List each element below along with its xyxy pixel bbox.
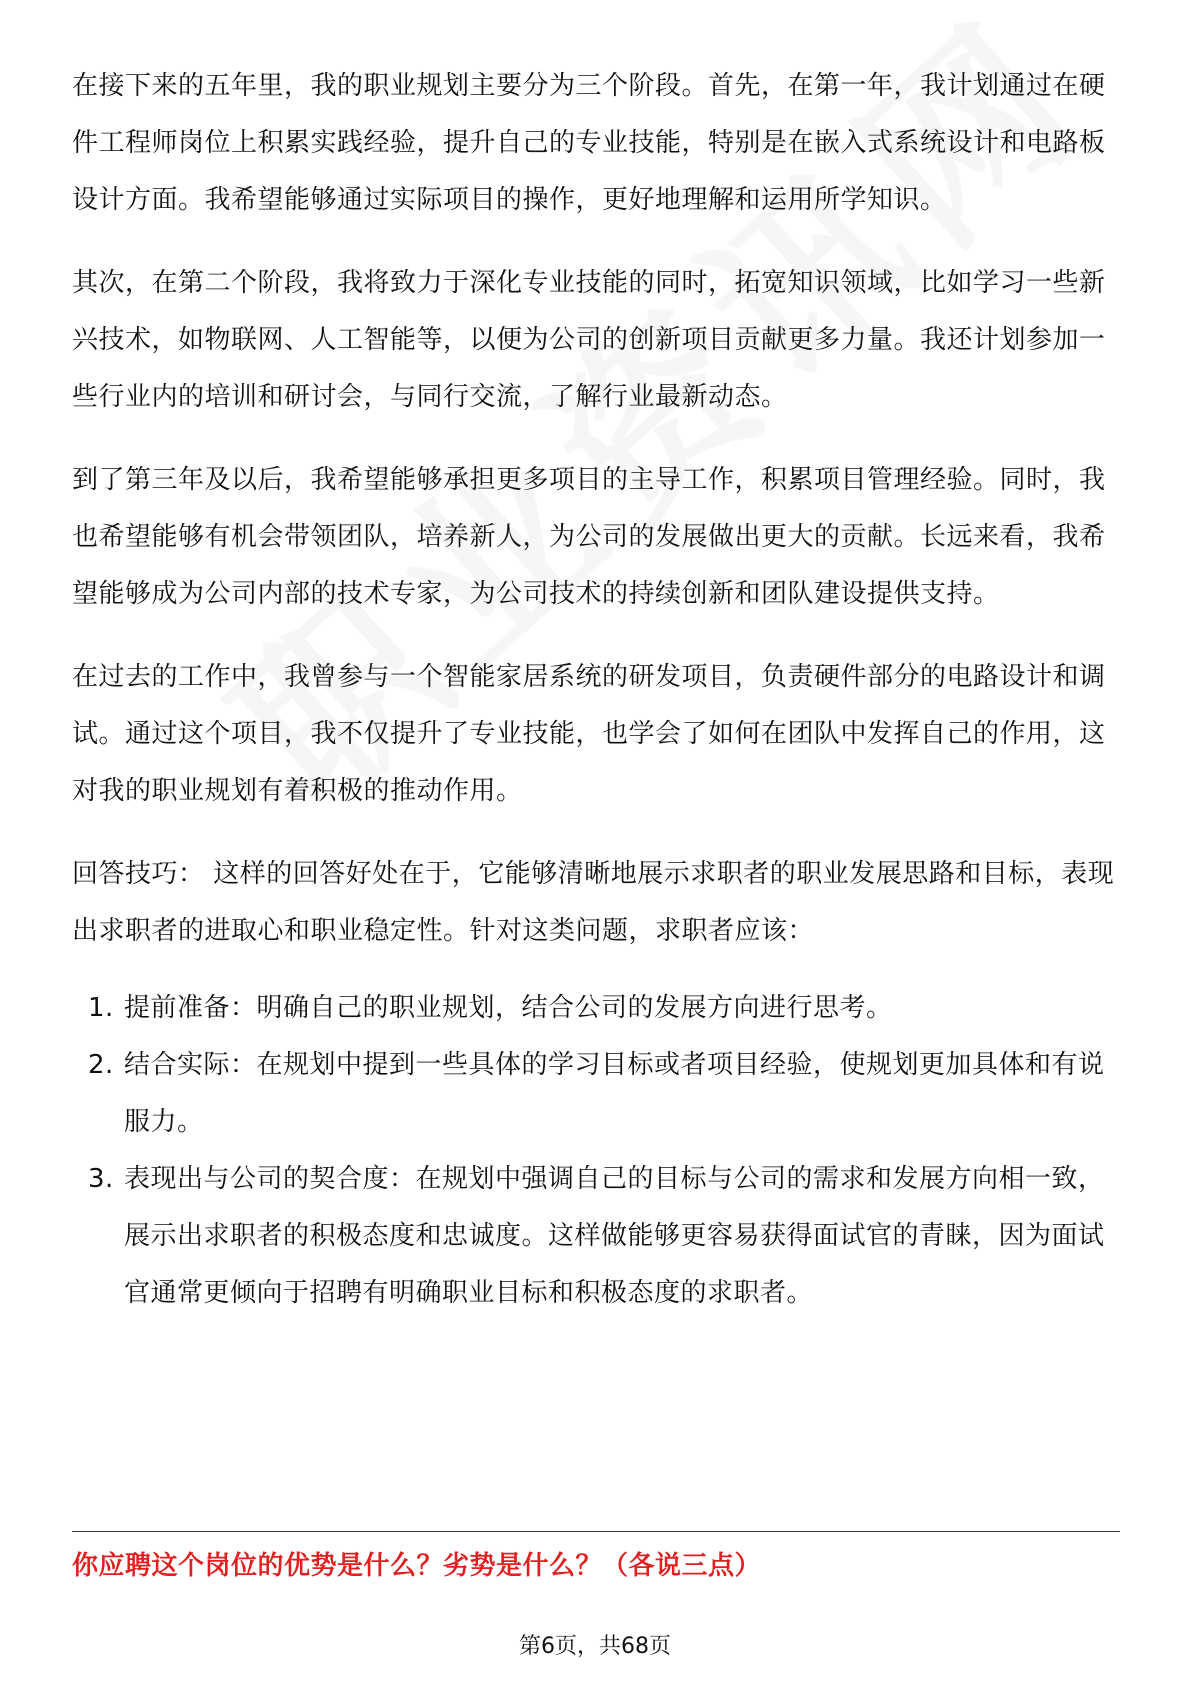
section-divider <box>72 1531 1120 1532</box>
answer-paragraph-4: 在过去的工作中，我曾参与一个智能家居系统的研发项目，负责硬件部分的电路设计和调试。通过这个项目，我不仅提升了专业技能，也学会了如何在团队中发挥自己的作用，这对我的职业规划有着积极的推动作用。 <box>72 662 1106 806</box>
tips-item-number: 3. <box>88 1164 114 1194</box>
answer-paragraph-2: 其次，在第二个阶段，我将致力于深化专业技能的同时，拓宽知识领域，比如学习一些新兴技术，如物联网、人工智能等，以便为公司的创新项目贡献更多力量。我还计划参加一些行业内的培训和研讨会，与同行交流，了解行业最新动态。 <box>72 268 1106 412</box>
tips-item-text: 提前准备：明确自己的职业规划，结合公司的发展方向进行思考。 <box>124 993 893 1023</box>
next-question-heading: 你应聘这个岗位的优势是什么？劣势是什么？（各说三点） <box>72 1551 762 1581</box>
tips-list <box>72 980 1120 1322</box>
tips-list-item <box>72 980 1120 1037</box>
tips-list-item <box>72 1151 1120 1322</box>
answer-body <box>72 58 1120 1322</box>
tips-item-number: 1. <box>88 993 114 1023</box>
tips-list-item <box>72 1037 1120 1151</box>
answer-paragraph-1: 在接下来的五年里，我的职业规划主要分为三个阶段。首先，在第一年，我计划通过在硬件工程师岗位上积累实践经验，提升自己的专业技能，特别是在嵌入式系统设计和电路板设计方面。我希望能够通过实际项目的操作，更好地理解和运用所学知识。 <box>72 71 1106 215</box>
tips-intro: 回答技巧： 这样的回答好处在于，它能够清晰地展示求职者的职业发展思路和目标，表现出求职者的进取心和职业稳定性。针对这类问题，求职者应该： <box>72 859 1115 946</box>
tips-item-number: 2. <box>88 1050 114 1080</box>
page-footer: 第6页，共68页 <box>519 1634 671 1659</box>
tips-item-text: 表现出与公司的契合度：在规划中强调自己的目标与公司的需求和发展方向相一致，展示出求职者的积极态度和忠诚度。这样做能够更容易获得面试官的青睐，因为面试官通常更倾向于招聘有明确职业目标和积极态度的求职者。 <box>124 1164 1105 1308</box>
tips-item-text: 结合实际：在规划中提到一些具体的学习目标或者项目经验，使规划更加具体和有说服力。 <box>124 1050 1105 1137</box>
answer-paragraph-3: 到了第三年及以后，我希望能够承担更多项目的主导工作，积累项目管理经验。同时，我也希望能够有机会带领团队，培养新人，为公司的发展做出更大的贡献。长远来看，我希望能够成为公司内部的技术专家，为公司技术的持续创新和团队建设提供支持。 <box>72 465 1106 609</box>
